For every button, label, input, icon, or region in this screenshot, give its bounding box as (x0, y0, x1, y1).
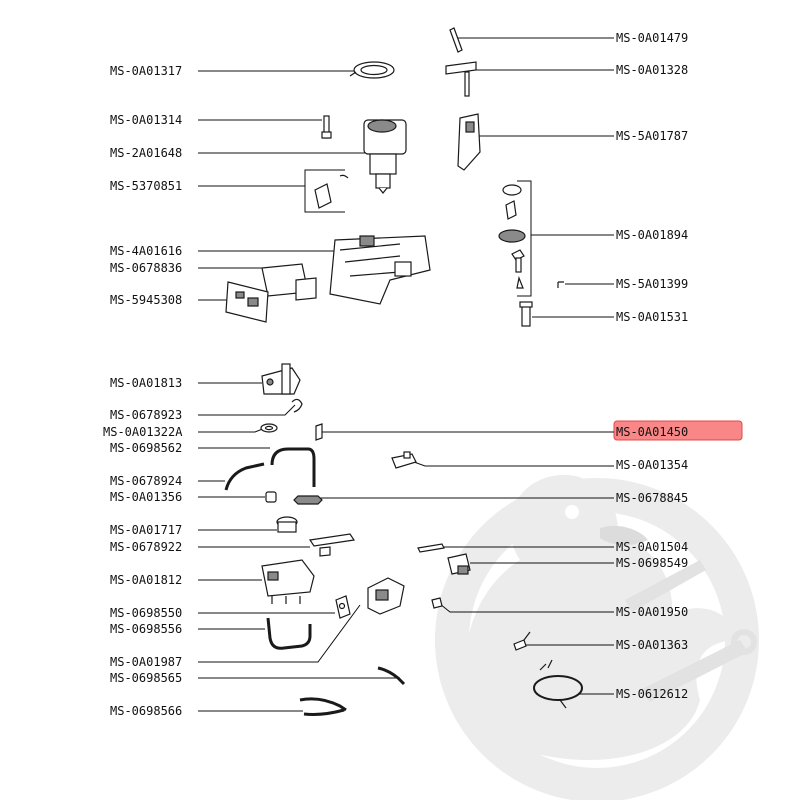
flat-bracket-icon (310, 534, 354, 556)
part-label[interactable]: MS-0A01894 (616, 228, 689, 242)
metal-clip-icon (316, 424, 322, 440)
part-label[interactable]: MS-0A01479 (616, 31, 689, 45)
pin-part-icon (450, 28, 462, 52)
part-label[interactable]: MS-0A01328 (616, 63, 689, 77)
check-valve-icon (294, 496, 322, 504)
part-label[interactable]: MS-5370851 (110, 179, 183, 193)
small-pin-icon (558, 282, 564, 288)
spout-part-icon (458, 114, 480, 170)
part-label[interactable]: MS-0698562 (110, 441, 183, 455)
valve-block-icon (262, 560, 314, 604)
part-label[interactable]: MS-5945308 (110, 293, 183, 307)
part-label[interactable]: MS-0678836 (110, 261, 183, 275)
part-label[interactable]: MS-0698556 (110, 622, 183, 636)
pump-base-icon (262, 364, 300, 394)
part-label[interactable]: MS-0A01812 (110, 573, 183, 587)
part-label[interactable]: MS-0A01317 (110, 64, 183, 78)
part-label[interactable]: MS-0678922 (110, 540, 183, 554)
clip-part-icon (315, 175, 348, 208)
part-label[interactable]: MS-0A01950 (616, 605, 689, 619)
lever-part-icon (446, 62, 476, 96)
connector-part-icon (266, 492, 276, 502)
u-hose-icon (268, 618, 310, 648)
part-label[interactable]: MS-0678923 (110, 408, 183, 422)
grinder-motor-icon (364, 120, 406, 193)
part-label[interactable]: MS-4A01616 (110, 244, 183, 258)
hose-part-icon (226, 449, 314, 490)
part-label[interactable]: MS-0A01363 (616, 638, 689, 652)
part-label[interactable]: MS-0678845 (616, 491, 689, 505)
part-label[interactable]: MS-0A01504 (616, 540, 689, 554)
sensor-part-icon (432, 598, 442, 608)
valve-assembly-icon (499, 185, 525, 288)
part-label[interactable]: MS-0A01314 (110, 113, 183, 127)
holder-part-icon (392, 452, 416, 468)
duck-mascot-watermark-icon (452, 475, 754, 785)
part-label[interactable]: MS-0A01987 (110, 655, 183, 669)
circuit-board-icon (226, 282, 268, 322)
chassis-frame-icon (330, 236, 430, 304)
part-label[interactable]: MS-5A01787 (616, 129, 689, 143)
clamp-part-icon (336, 596, 350, 618)
part-label[interactable]: MS-0612612 (616, 687, 689, 701)
spring-part-icon (292, 399, 302, 412)
bracket-part-icon (262, 264, 316, 300)
part-label[interactable]: MS-0A01354 (616, 458, 689, 472)
pump-part-icon (277, 517, 297, 532)
part-label[interactable]: MS-0A01813 (110, 376, 183, 390)
part-label[interactable]: MS-0A01356 (110, 490, 183, 504)
o-ring-icon (261, 424, 277, 432)
solenoid-valve-icon (368, 578, 404, 614)
terminal-block-icon (448, 554, 470, 574)
short-hose-icon (378, 668, 404, 684)
part-label[interactable]: MS-2A01648 (110, 146, 183, 160)
small-bracket-icon (418, 544, 444, 552)
long-hose-icon (300, 699, 346, 715)
part-label[interactable]: MS-0698550 (110, 606, 183, 620)
probe-part-icon (322, 116, 331, 138)
part-label[interactable]: MS-0A01322A (103, 425, 183, 439)
part-label[interactable]: MS-0698565 (110, 671, 183, 685)
part-label-highlighted[interactable]: MS-0A01450 (616, 425, 689, 439)
part-label[interactable]: MS-0698549 (616, 556, 689, 570)
part-label[interactable]: MS-0698566 (110, 704, 183, 718)
part-label[interactable]: MS-5A01399 (616, 277, 689, 291)
part-label[interactable]: MS-0A01531 (616, 310, 689, 324)
part-label[interactable]: MS-0A01717 (110, 523, 183, 537)
screw-part-icon (520, 302, 532, 326)
part-label[interactable]: MS-0678924 (110, 474, 183, 488)
ring-part-icon (350, 62, 394, 78)
